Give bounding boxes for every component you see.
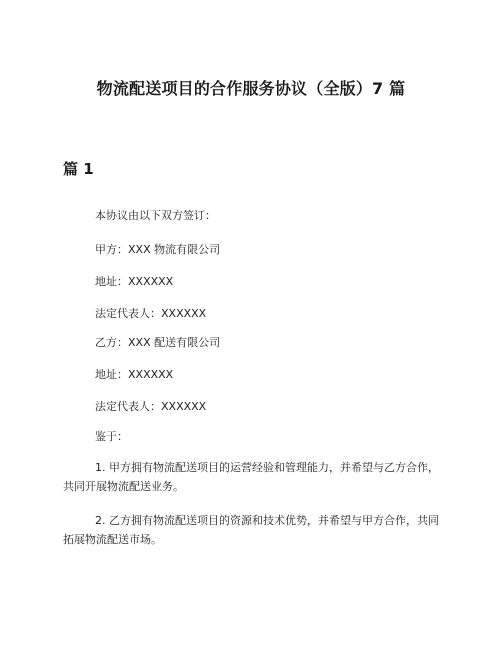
party-a-address: 地址：XXXXXX [95,275,174,288]
party-b-representative: 法定代表人：XXXXXX [95,400,207,413]
party-a-name: 甲方：XXX 物流有限公司 [95,243,221,256]
party-b-name: 乙方：XXX 配送有限公司 [95,336,221,349]
party-a-representative: 法定代表人：XXXXXX [95,307,207,320]
section-heading: 篇 1 [63,160,94,178]
clause-paragraph-1: 1. 甲方拥有物流配送项目的运营经验和管理能力，并希望与乙方合作，共同开展物流配送业务。 [63,461,439,493]
intro-line: 本协议由以下双方签订： [95,209,216,222]
clause-paragraph-2: 2. 乙方拥有物流配送项目的资源和技术优势，并希望与甲方合作，共同拓展物流配送市场。 [63,514,439,546]
document-title: 物流配送项目的合作服务协议（全版）7 篇 [96,79,406,98]
whereas-label: 鉴于： [95,430,128,443]
party-b-address: 地址：XXXXXX [95,368,174,381]
